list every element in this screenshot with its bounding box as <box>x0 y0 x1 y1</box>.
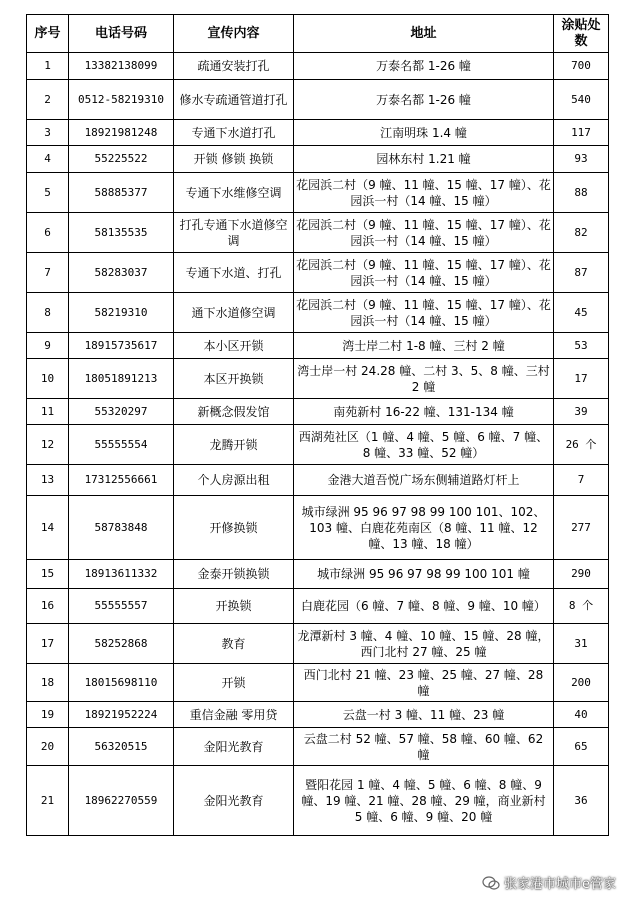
cell-address: 城市绿洲 95 96 97 98 99 100 101 幢 <box>294 560 554 589</box>
cell-content: 打孔专通下水道修空调 <box>174 213 294 253</box>
table-row <box>27 293 609 333</box>
cell-phone: 18962270559 <box>69 766 174 836</box>
cell-phone: 58219310 <box>69 293 174 333</box>
table-row <box>27 465 609 496</box>
cell-address: 城市绿洲 95 96 97 98 99 100 101、102、103 幢、白鹿花苑南区（8 幢、11 幢、12 幢、13 幢、18 幢） <box>294 496 554 560</box>
wechat-icon <box>482 876 500 890</box>
cell-no: 4 <box>27 146 69 173</box>
table-row <box>27 120 609 146</box>
table-header-row <box>27 15 609 53</box>
header-address: 地址 <box>294 15 554 53</box>
table-row <box>27 213 609 253</box>
cell-phone: 18921981248 <box>69 120 174 146</box>
cell-content: 金泰开锁换锁 <box>174 560 294 589</box>
cell-content: 专通下水道打孔 <box>174 120 294 146</box>
ad-listing-table <box>26 14 609 836</box>
cell-address: 园林东村 1.21 幢 <box>294 146 554 173</box>
cell-address: 西门北村 21 幢、23 幢、25 幢、27 幢、28 幢 <box>294 664 554 702</box>
cell-no: 18 <box>27 664 69 702</box>
cell-count: 39 <box>554 399 609 425</box>
cell-phone: 55555557 <box>69 589 174 624</box>
cell-no: 20 <box>27 728 69 766</box>
cell-phone: 18913611332 <box>69 560 174 589</box>
header-content: 宣传内容 <box>174 15 294 53</box>
cell-count: 82 <box>554 213 609 253</box>
cell-address: 万泰名都 1-26 幢 <box>294 53 554 80</box>
cell-address: 西湖苑社区（1 幢、4 幢、5 幢、6 幢、7 幢、8 幢、33 幢、52 幢） <box>294 425 554 465</box>
table-row <box>27 496 609 560</box>
table-row <box>27 333 609 359</box>
cell-no: 14 <box>27 496 69 560</box>
cell-count: 65 <box>554 728 609 766</box>
cell-count: 277 <box>554 496 609 560</box>
header-no: 序号 <box>27 15 69 53</box>
table-row <box>27 728 609 766</box>
cell-phone: 55555554 <box>69 425 174 465</box>
cell-address: 云盘一村 3 幢、11 幢、23 幢 <box>294 702 554 728</box>
cell-content: 新概念假发馆 <box>174 399 294 425</box>
cell-phone: 56320515 <box>69 728 174 766</box>
cell-address: 花园浜二村（9 幢、11 幢、15 幢、17 幢）、花园浜一村（14 幢、15 幢） <box>294 173 554 213</box>
table-row <box>27 624 609 664</box>
cell-address: 白鹿花园（6 幢、7 幢、8 幢、9 幢、10 幢） <box>294 589 554 624</box>
cell-address: 江南明珠 1.4 幢 <box>294 120 554 146</box>
cell-content: 本小区开锁 <box>174 333 294 359</box>
watermark <box>482 873 616 892</box>
cell-address: 湾士岸一村 24.28 幢、二村 3、5、8 幢、三村 2 幢 <box>294 359 554 399</box>
cell-phone: 18915735617 <box>69 333 174 359</box>
header-phone: 电话号码 <box>69 15 174 53</box>
table-row <box>27 702 609 728</box>
cell-count: 117 <box>554 120 609 146</box>
cell-address: 云盘二村 52 幢、57 幢、58 幢、60 幢、62 幢 <box>294 728 554 766</box>
cell-address: 花园浜二村（9 幢、11 幢、15 幢、17 幢）、花园浜一村（14 幢、15 幢） <box>294 253 554 293</box>
cell-count: 36 <box>554 766 609 836</box>
watermark-text: 张家港市城市e管家 <box>504 877 616 892</box>
cell-no: 2 <box>27 80 69 120</box>
cell-no: 6 <box>27 213 69 253</box>
cell-phone: 17312556661 <box>69 465 174 496</box>
cell-phone: 55225522 <box>69 146 174 173</box>
cell-content: 开换锁 <box>174 589 294 624</box>
table-row <box>27 664 609 702</box>
cell-address: 暨阳花园 1 幢、4 幢、5 幢、6 幢、8 幢、9 幢、19 幢、21 幢、28 幢、29 幢，商业新村 5 幢、6 幢、9 幢、20 幢 <box>294 766 554 836</box>
cell-count: 93 <box>554 146 609 173</box>
cell-phone: 13382138099 <box>69 53 174 80</box>
cell-address: 万泰名都 1-26 幢 <box>294 80 554 120</box>
cell-no: 9 <box>27 333 69 359</box>
cell-no: 3 <box>27 120 69 146</box>
cell-phone: 55320297 <box>69 399 174 425</box>
cell-content: 开锁 <box>174 664 294 702</box>
table-row <box>27 146 609 173</box>
cell-count: 540 <box>554 80 609 120</box>
cell-content: 开锁 修锁 换锁 <box>174 146 294 173</box>
table-row <box>27 53 609 80</box>
table-body <box>27 53 609 836</box>
cell-count: 87 <box>554 253 609 293</box>
cell-count: 200 <box>554 664 609 702</box>
table-row <box>27 359 609 399</box>
cell-phone: 58252868 <box>69 624 174 664</box>
table-row <box>27 173 609 213</box>
cell-no: 12 <box>27 425 69 465</box>
cell-phone: 58135535 <box>69 213 174 253</box>
cell-count: 700 <box>554 53 609 80</box>
cell-count: 88 <box>554 173 609 213</box>
cell-no: 10 <box>27 359 69 399</box>
cell-no: 15 <box>27 560 69 589</box>
cell-address: 湾士岸二村 1-8 幢、三村 2 幢 <box>294 333 554 359</box>
cell-phone: 0512-58219310 <box>69 80 174 120</box>
cell-content: 疏通安装打孔 <box>174 53 294 80</box>
cell-count: 53 <box>554 333 609 359</box>
table-row <box>27 399 609 425</box>
cell-no: 1 <box>27 53 69 80</box>
cell-content: 金阳光教育 <box>174 728 294 766</box>
cell-content: 通下水道修空调 <box>174 293 294 333</box>
cell-count: 31 <box>554 624 609 664</box>
cell-phone: 18921952224 <box>69 702 174 728</box>
cell-count: 17 <box>554 359 609 399</box>
cell-content: 个人房源出租 <box>174 465 294 496</box>
table-row <box>27 560 609 589</box>
cell-content: 修水专疏通管道打孔 <box>174 80 294 120</box>
cell-address: 金港大道吾悦广场东侧辅道路灯杆上 <box>294 465 554 496</box>
cell-no: 7 <box>27 253 69 293</box>
cell-content: 金阳光教育 <box>174 766 294 836</box>
header-count: 涂贴处数 <box>554 15 609 53</box>
cell-address: 龙潭新村 3 幢、4 幢、10 幢、15 幢、28 幢，西门北村 27 幢、25 幢 <box>294 624 554 664</box>
cell-no: 17 <box>27 624 69 664</box>
cell-no: 13 <box>27 465 69 496</box>
cell-content: 重信金融 零用贷 <box>174 702 294 728</box>
cell-content: 专通下水道、打孔 <box>174 253 294 293</box>
table-row <box>27 589 609 624</box>
cell-count: 7 <box>554 465 609 496</box>
cell-no: 19 <box>27 702 69 728</box>
cell-content: 本区开换锁 <box>174 359 294 399</box>
cell-no: 11 <box>27 399 69 425</box>
cell-content: 教育 <box>174 624 294 664</box>
cell-count: 45 <box>554 293 609 333</box>
cell-phone: 18051891213 <box>69 359 174 399</box>
cell-no: 8 <box>27 293 69 333</box>
cell-count: 26 个 <box>554 425 609 465</box>
table-row <box>27 766 609 836</box>
cell-no: 5 <box>27 173 69 213</box>
cell-count: 290 <box>554 560 609 589</box>
cell-phone: 58783848 <box>69 496 174 560</box>
cell-content: 开修换锁 <box>174 496 294 560</box>
table-row <box>27 80 609 120</box>
table-row <box>27 425 609 465</box>
cell-address: 南苑新村 16-22 幢、131-134 幢 <box>294 399 554 425</box>
cell-phone: 18015698110 <box>69 664 174 702</box>
table-row <box>27 253 609 293</box>
cell-phone: 58283037 <box>69 253 174 293</box>
cell-content: 龙腾开锁 <box>174 425 294 465</box>
cell-phone: 58885377 <box>69 173 174 213</box>
cell-address: 花园浜二村（9 幢、11 幢、15 幢、17 幢）、花园浜一村（14 幢、15 幢） <box>294 293 554 333</box>
cell-count: 40 <box>554 702 609 728</box>
cell-no: 16 <box>27 589 69 624</box>
cell-content: 专通下水维修空调 <box>174 173 294 213</box>
cell-address: 花园浜二村（9 幢、11 幢、15 幢、17 幢）、花园浜一村（14 幢、15 幢） <box>294 213 554 253</box>
cell-count: 8 个 <box>554 589 609 624</box>
cell-no: 21 <box>27 766 69 836</box>
